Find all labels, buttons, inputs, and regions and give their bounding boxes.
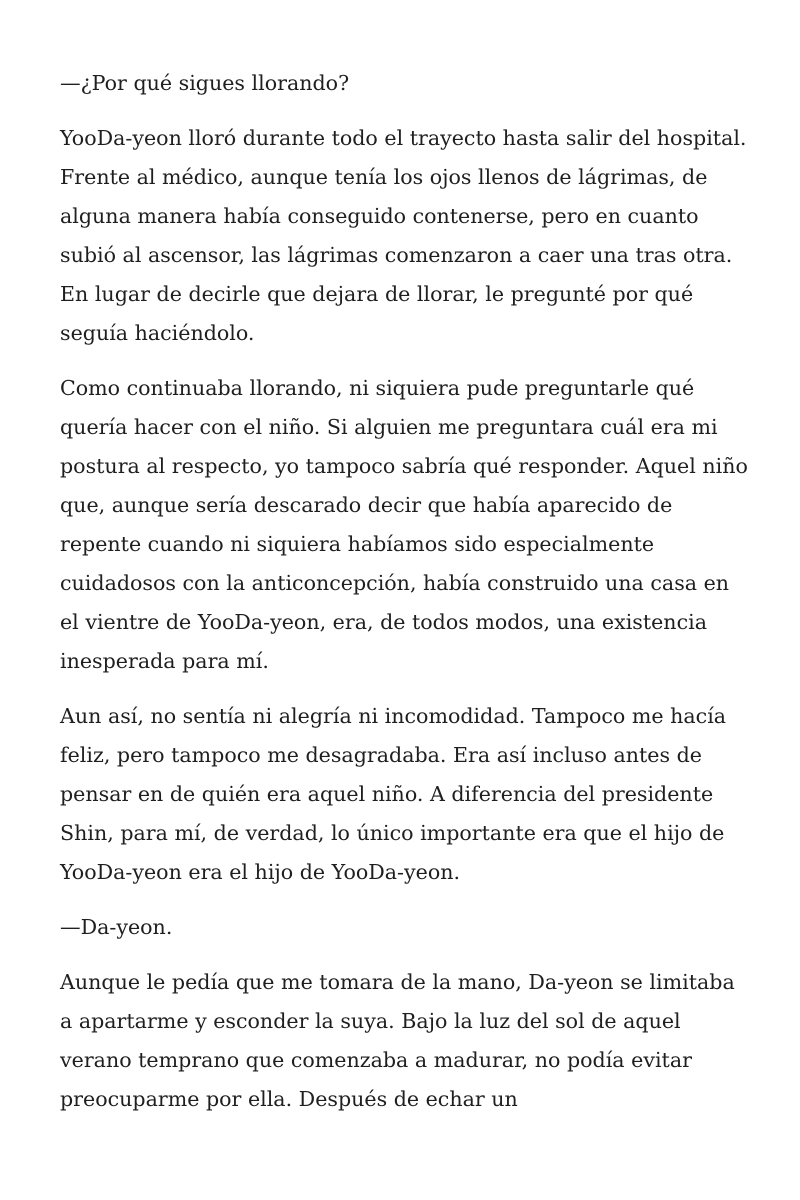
paragraph-hand: Aunque le pedía que me tomara de la mano, Da-yeon se limitaba a apartarme y esconder la suya. Bajo la luz del sol de aquel verano temprano que comenzaba a madurar, no podía evitar preocuparme por ella. Después de echar un bbox=[60, 970, 735, 1111]
paragraph-child: Como continuaba llorando, ni siquiera pude preguntarle qué quería hacer con el niño. Si alguien me preguntara cuál era mi postura al respecto, yo tampoco sabría qué responder. Aquel niño que, aunque sería descarado decir que había aparecido de repente cuando ni siquiera habíamos sido especialmente cuidadosos con la anticoncepción, había construido una casa en el vientre de YooDa-yeon, era, de todos modos, una existencia inesperada para mí. bbox=[60, 376, 748, 673]
paragraph-hospital: YooDa-yeon lloró durante todo el trayecto hasta salir del hospital. Frente al médico, aunque tenía los ojos llenos de lágrimas, de alguna manera había conseguido contenerse, pero en cuanto subió al ascensor, las lágrimas comenzaron a caer una tras otra. En lugar de decirle que dejara de llorar, le pregunté por qué seguía haciéndolo. bbox=[60, 126, 747, 345]
document-page bbox=[60, 64, 750, 1135]
paragraph-feelings: Aun así, no sentía ni alegría ni incomodidad. Tampoco me hacía feliz, pero tampoco me desagradaba. Era así incluso antes de pensar en de quién era aquel niño. A diferencia del presidente Shin, para mí, de verdad, lo único importante era que el hijo de YooDa-yeon era el hijo de YooDa-yeon. bbox=[60, 704, 727, 884]
paragraph-dialogue-why-crying: —¿Por qué sigues llorando? bbox=[60, 71, 350, 95]
paragraph-dialogue-dayeon: —Da-yeon. bbox=[60, 915, 173, 939]
